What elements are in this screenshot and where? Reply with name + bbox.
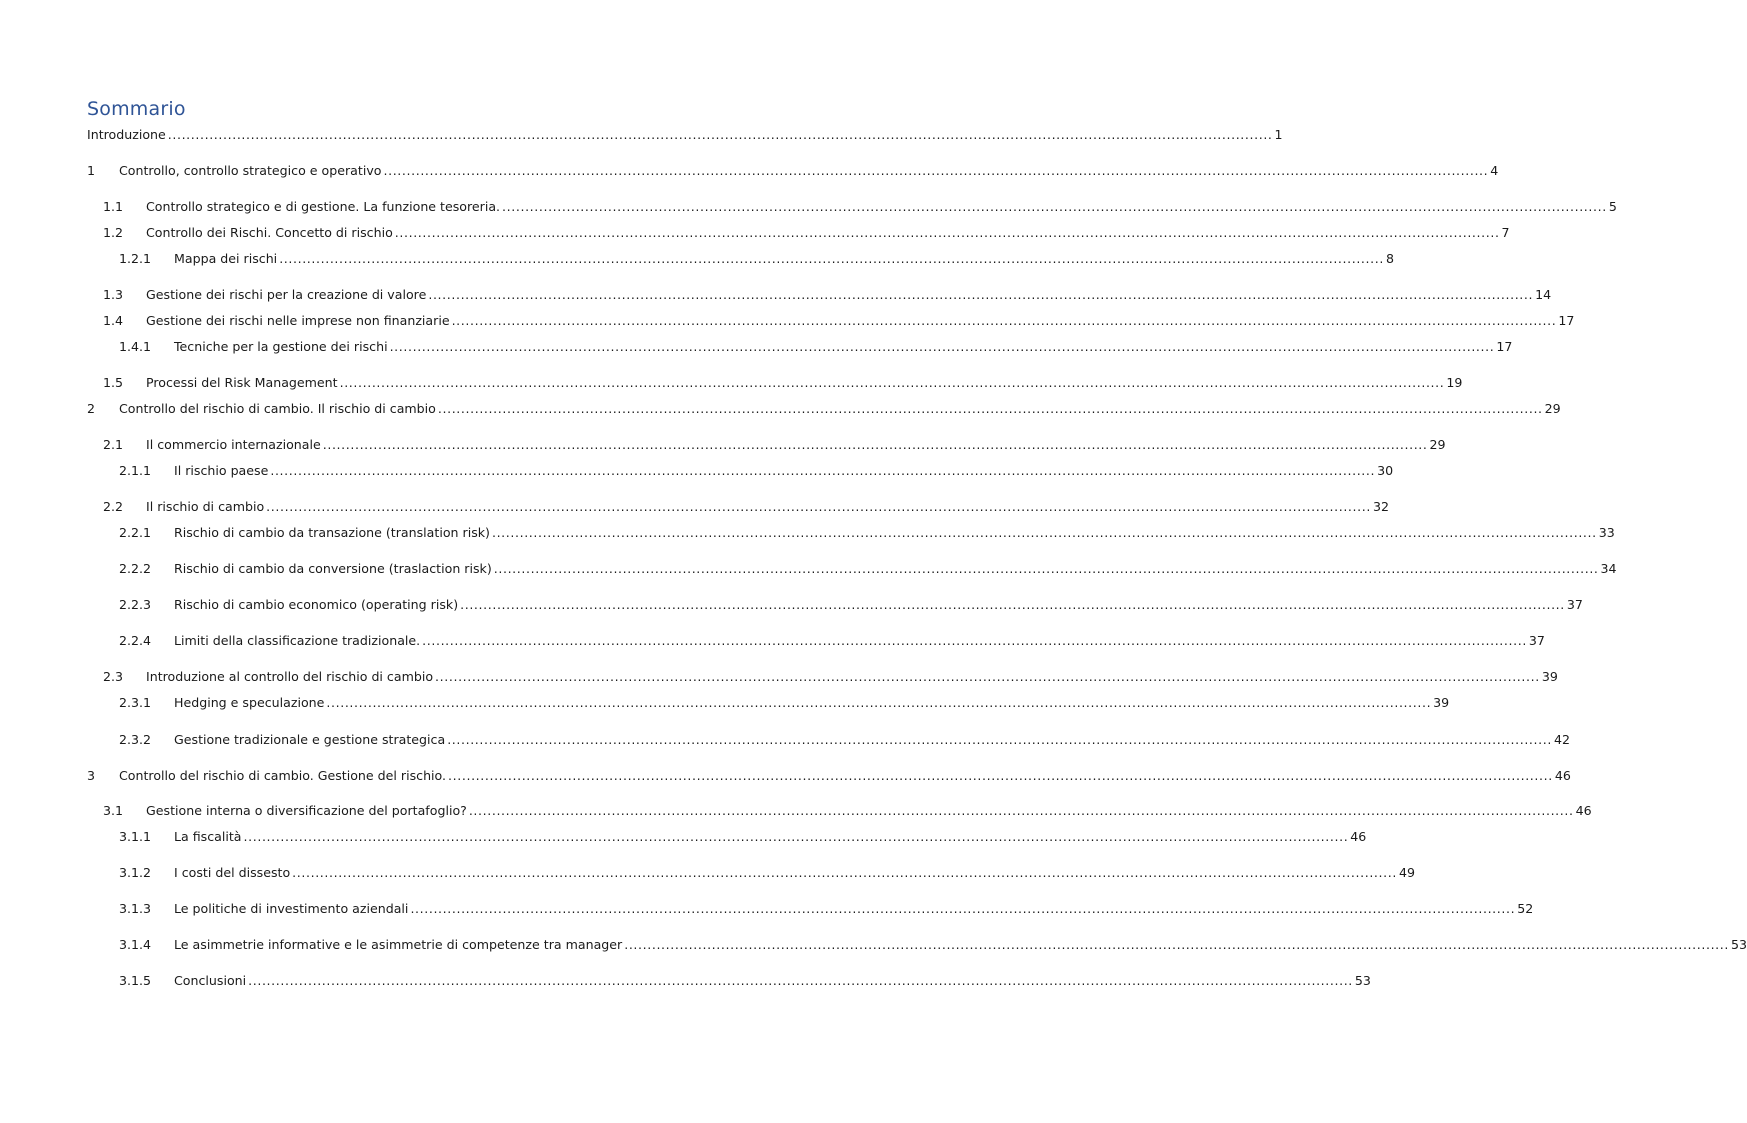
toc-entry-text: Gestione tradizionale e gestione strategica <box>174 732 446 747</box>
toc-leader <box>279 249 1384 269</box>
toc-entry-text: Gestione dei rischi per la creazione di valore <box>146 287 427 302</box>
toc-leader <box>502 197 1607 217</box>
toc-entry-text: Processi del Risk Management <box>146 375 338 390</box>
toc-page-number: 4 <box>1490 163 1499 178</box>
toc-title: Sommario <box>87 98 186 120</box>
toc-entry-1-5[interactable] <box>103 373 1463 393</box>
toc-leader <box>248 971 1353 991</box>
toc-page-number: 46 <box>1350 829 1367 844</box>
toc-entry-text: Il commercio internazionale <box>146 437 321 452</box>
toc-entry-2-1[interactable] <box>103 435 1446 455</box>
toc-page-number: 8 <box>1385 251 1394 266</box>
toc-entry-number: 1.1 <box>103 199 124 214</box>
toc-leader <box>460 595 1565 615</box>
toc-entry-text: Introduzione al controllo del rischio di cambio <box>146 669 434 684</box>
toc-entry-text: Rischio di cambio da transazione (translation risk) <box>174 525 490 540</box>
toc-page-number: 49 <box>1398 865 1415 880</box>
toc-entry-2-2-2[interactable] <box>119 559 1617 579</box>
toc-entry-number: 2.1 <box>103 437 124 452</box>
toc-entry-3-1-5[interactable] <box>119 971 1371 991</box>
toc-entry-1[interactable] <box>87 161 1499 181</box>
toc-entry-1-2-1[interactable] <box>119 249 1394 269</box>
toc-leader <box>292 863 1397 883</box>
toc-page-number: 53 <box>1354 973 1371 988</box>
toc-entry-2-3-1[interactable] <box>119 693 1450 713</box>
toc-leader <box>390 337 1495 357</box>
toc-leader <box>447 730 1552 750</box>
toc-entry-2-1-1[interactable] <box>119 461 1394 481</box>
toc-page-number: 17 <box>1558 313 1575 328</box>
toc-page-number: 5 <box>1608 199 1617 214</box>
toc-page-number: 33 <box>1598 525 1615 540</box>
toc-entry-text: Le asimmetrie informative e le asimmetrie di competenze tra manager <box>174 937 623 952</box>
toc-entry-2-3[interactable] <box>103 667 1558 687</box>
toc-entry-number: 3.1.1 <box>119 829 152 844</box>
toc-entry-text: Rischio di cambio da conversione (traslaction risk) <box>174 561 492 576</box>
toc-entry-number: 2.3 <box>103 669 124 684</box>
toc-leader <box>168 125 1273 145</box>
toc-entry-number: 3.1.2 <box>119 865 152 880</box>
toc-page-number: 46 <box>1575 803 1592 818</box>
toc-entry-number: 1.5 <box>103 375 124 390</box>
toc-leader <box>494 559 1599 579</box>
toc-entry-text: Controllo del rischio di cambio. Gestione del rischio. <box>119 768 447 783</box>
toc-page-number: 29 <box>1429 437 1446 452</box>
toc-leader <box>438 399 1543 419</box>
toc-entry-text: Hedging e speculazione <box>174 695 325 710</box>
toc-leader <box>422 631 1527 651</box>
toc-entry-text: Introduzione <box>87 127 166 142</box>
toc-entry-text: La fiscalità <box>174 829 242 844</box>
toc-entry-number: 2.3.1 <box>119 695 152 710</box>
toc-entry-number: 2.1.1 <box>119 463 152 478</box>
toc-entry-number: 3.1.3 <box>119 901 152 916</box>
toc-entry-text: Conclusioni <box>174 973 247 988</box>
toc-leader <box>270 461 1375 481</box>
toc-entry-introduzione[interactable] <box>87 125 1283 145</box>
toc-page-number: 34 <box>1600 561 1617 576</box>
toc-entry-3-1-3[interactable] <box>119 899 1534 919</box>
toc-entry-number: 3 <box>87 768 96 783</box>
toc-leader <box>492 523 1597 543</box>
toc-entry-text: Mappa dei rischi <box>174 251 278 266</box>
toc-entry-number: 2.2.4 <box>119 633 152 648</box>
toc-entry-text: Il rischio paese <box>174 463 269 478</box>
toc-page-number: 1 <box>1274 127 1283 142</box>
toc-leader <box>428 285 1533 305</box>
toc-entry-3[interactable] <box>87 766 1571 786</box>
toc-leader <box>435 667 1540 687</box>
toc-entry-3-1-4[interactable] <box>119 935 1747 955</box>
toc-page-number: 42 <box>1553 732 1570 747</box>
toc-entry-number: 2 <box>87 401 96 416</box>
toc-leader <box>326 693 1431 713</box>
toc-leader <box>340 373 1445 393</box>
toc-leader <box>266 497 1371 517</box>
toc-entry-text: Rischio di cambio economico (operating risk) <box>174 597 459 612</box>
toc-page-number: 52 <box>1517 901 1534 916</box>
toc-leader <box>469 801 1574 821</box>
toc-page-number: 14 <box>1535 287 1552 302</box>
toc-entry-2-2[interactable] <box>103 497 1389 517</box>
toc-entry-text: Limiti della classificazione tradizionale. <box>174 633 421 648</box>
toc-leader <box>624 935 1729 955</box>
toc-leader <box>410 899 1515 919</box>
toc-page-number: 46 <box>1554 768 1571 783</box>
toc-leader <box>452 311 1557 331</box>
toc-page-number: 39 <box>1433 695 1450 710</box>
toc-page-number: 37 <box>1528 633 1545 648</box>
toc-entry-text: Tecniche per la gestione dei rischi <box>174 339 388 354</box>
toc-entry-text: Gestione dei rischi nelle imprese non finanziarie <box>146 313 450 328</box>
toc-entry-number: 1.2 <box>103 225 124 240</box>
toc-entry-2-3-2[interactable] <box>119 730 1570 750</box>
toc-entry-3-1-1[interactable] <box>119 827 1367 847</box>
toc-entry-2[interactable] <box>87 399 1561 419</box>
toc-entry-text: Controllo strategico e di gestione. La funzione tesoreria. <box>146 199 501 214</box>
toc-page-number: 30 <box>1377 463 1394 478</box>
toc-entry-number: 3.1.4 <box>119 937 152 952</box>
toc-entry-text: Gestione interna o diversificazione del portafoglio? <box>146 803 467 818</box>
toc-leader <box>448 766 1553 786</box>
toc-entry-number: 2.3.2 <box>119 732 152 747</box>
toc-entry-number: 1.4 <box>103 313 124 328</box>
toc-leader <box>395 223 1500 243</box>
toc-entry-2-2-1[interactable] <box>119 523 1615 543</box>
toc-entry-text: Controllo del rischio di cambio. Il rischio di cambio <box>119 401 436 416</box>
toc-entry-3-1[interactable] <box>103 801 1592 821</box>
toc-entry-1-2[interactable] <box>103 223 1510 243</box>
toc-entry-3-1-2[interactable] <box>119 863 1415 883</box>
toc-entry-text: Il rischio di cambio <box>146 499 265 514</box>
toc-entry-number: 2.2.2 <box>119 561 152 576</box>
toc-entry-1-3[interactable] <box>103 285 1552 305</box>
toc-entry-number: 2.2.1 <box>119 525 152 540</box>
toc-entry-number: 3.1.5 <box>119 973 152 988</box>
toc-entry-number: 1.2.1 <box>119 251 152 266</box>
toc-page-number: 7 <box>1501 225 1510 240</box>
toc-page-number: 19 <box>1446 375 1463 390</box>
toc-entry-number: 1.3 <box>103 287 124 302</box>
toc-entry-text: Le politiche di investimento aziendali <box>174 901 409 916</box>
toc-entry-1-1[interactable] <box>103 197 1617 217</box>
toc-entry-text: Controllo, controllo strategico e operativo <box>119 163 382 178</box>
toc-page-number: 32 <box>1372 499 1389 514</box>
toc-entry-number: 2.2.3 <box>119 597 152 612</box>
toc-entry-number: 3.1 <box>103 803 124 818</box>
toc-page-number: 39 <box>1541 669 1558 684</box>
toc-leader <box>323 435 1428 455</box>
toc-entry-text: I costi del dissesto <box>174 865 291 880</box>
toc-entry-2-2-4[interactable] <box>119 631 1545 651</box>
toc-page-number: 29 <box>1544 401 1561 416</box>
toc-page-number: 37 <box>1566 597 1583 612</box>
toc-entry-number: 2.2 <box>103 499 124 514</box>
toc-entry-number: 1 <box>87 163 96 178</box>
toc-page-number: 17 <box>1496 339 1513 354</box>
toc-entry-text: Controllo dei Rischi. Concetto di rischio <box>146 225 393 240</box>
toc-page-number: 53 <box>1730 937 1747 952</box>
toc-entry-number: 1.4.1 <box>119 339 152 354</box>
toc-leader <box>384 161 1489 181</box>
toc-leader <box>244 827 1349 847</box>
toc-entry-2-2-3[interactable] <box>119 595 1583 615</box>
toc-entry-1-4-1[interactable] <box>119 337 1513 357</box>
toc-entry-1-4[interactable] <box>103 311 1575 331</box>
